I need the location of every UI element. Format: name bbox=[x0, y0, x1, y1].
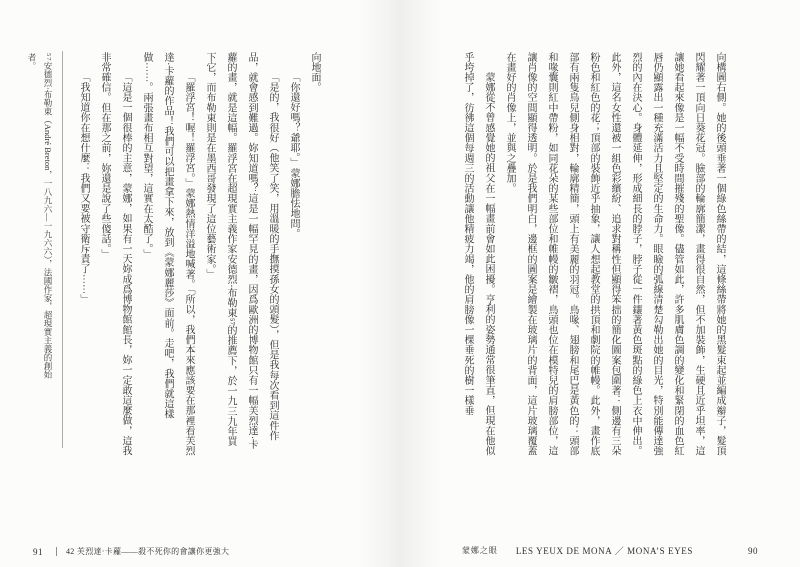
body-paragraph: 「我知道你在想什麼：我們又要被守衛斥責了⋯⋯」 bbox=[78, 72, 89, 305]
body-paragraph: 「是的，我很好（他笑了笑，用溫暖的手撫摸孫女的頭髮），但是我每次看到這件作品，就會感到難過。妳知道嗎？這是一幅罕見的畫，因爲歐洲的博物館只有一幅芙烈達·卡蘿的畫，就是這幅。羅浮宮在超現實主義作家安德烈·布勒東⁵⁷的推薦下，於一九三九年買下它，而布勒東則是在墨西哥發現了這位藝術家。」 bbox=[204, 52, 278, 450]
footnote-paragraph bbox=[24, 53, 56, 395]
left-page-body-text bbox=[65, 52, 325, 456]
footnote-divider-rule bbox=[62, 51, 63, 448]
chapter-title: 42 芙烈達·卡蘿——殺不死你的會讓你更強大 bbox=[66, 547, 230, 556]
footer-divider-bar bbox=[56, 547, 57, 556]
body-paragraph: 「這是一個很棒的主意，蒙娜，如果有一天妳成爲博物館館長，妳一定敢這麼做，這我非常確信。但在那之前，妳還是說了些傻話。」 bbox=[99, 52, 131, 456]
body-paragraph: 「羅浮宮！喔！羅浮宮。」蒙娜熱情洋溢地喊著。「所以，我們本來應該要在那裡看芙烈達·卡蘿的作品！我們可以把畫拿下來，放到《蒙娜麗莎》面前。走吧，我們就這樣做⋯⋯。兩張畫布相互對望，這實在太酷了。」 bbox=[141, 52, 194, 456]
body-paragraph: 蒙娜從不曾感覺她的祖父在一幅畫前會如此困擾。亨利的姿勢通常很筆直，但現在他似乎垮掉了，彷彿這個每週三的活動讓他精疲力竭，他的肩膀像一棵垂死的樹一樣垂 bbox=[462, 52, 494, 456]
footnote-text: 安德烈·布勒東（André Breton，一八九六—一九六六），法國作家，超現實主義的創始者。 bbox=[27, 53, 53, 379]
book-title-french-english: LES YEUX DE MONA ／ MONA’S EYES bbox=[515, 546, 693, 556]
footnote-marker: 57 bbox=[45, 53, 52, 62]
right-page-body-text bbox=[442, 52, 730, 456]
book-page-right bbox=[400, 0, 800, 567]
left-page-footer bbox=[33, 546, 229, 557]
margin-footnote bbox=[14, 53, 56, 395]
body-paragraph: 向構圖右側。她的後頭垂著一個綠色絲帶的結，這條絲帶將她的黑髮束起並編成辮子，髮頂閃耀著一頂向日葵花冠。臉部的輪廓簡潔，畫得很自然，但不加裝飾，生硬且近乎坦率，這讓她看起來像是一幅不受時間摧殘的聖像。儘管如此，許多肌膚色調的變化和緊閉的血色紅唇仍顯露出一種充滿活力且堅定的生命力。眼瞼的弧線清楚勾勒出她的目光，特別能傳達強烈的內在決心。身體延伸，形成細長的脖子，脖子從一件鑲著黃色斑點的綠色上衣中伸出。此外，這名女性還被一組色彩繽紛、追求對稱性但顯得笨拙的簡化圖案包圍著：側邊有三朵粉色和紅色的花；頂部的裝飾近乎抽象，讓人想起教堂的拱頂和劇院的帷幔。此外，畫作底部有兩隻鳥兒側身相對，輪廓精簡，頭上有美麗的羽冠。鳥喙、翅膀和尾巴是黃色的：頭部和喙囊則紅中帶粉，如同花朵的某些部位和帷幔的皺褶，鳥頭也位在模特兒的肩膀部位，這讓肖像的空間顯得透明。於是我們明白，邊框的圖案是繪製在玻璃片的背面，這片玻璃覆蓋在畫好的肖像上，並與之疊加。 bbox=[504, 52, 725, 456]
body-paragraph: 「你還好嗎？爺耶。」蒙娜膽怯地問。 bbox=[288, 72, 299, 239]
book-title-chinese: 蒙娜之眼 bbox=[461, 546, 498, 555]
left-page-number: 91 bbox=[33, 546, 43, 557]
right-page-footer bbox=[462, 544, 758, 557]
body-paragraph: 向地面。 bbox=[309, 52, 320, 93]
right-page-number: 90 bbox=[748, 545, 758, 556]
